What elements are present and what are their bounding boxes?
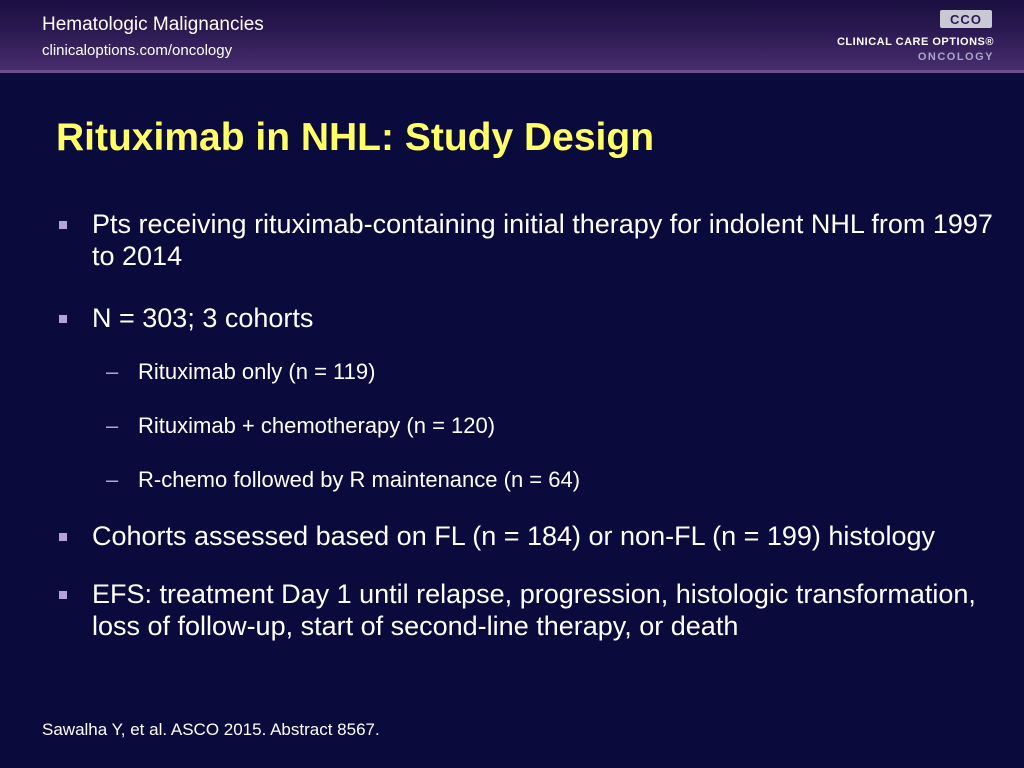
bullet-4-text: EFS: treatment Day 1 until relapse, progression, histologic transformation, loss of follow-up, start of second-line therapy, or death	[92, 579, 976, 641]
bullet-4	[56, 578, 996, 642]
header-bar	[0, 0, 1024, 72]
bullet-1	[56, 208, 996, 272]
bullet-square-icon	[59, 221, 67, 229]
bullet-square-icon	[59, 315, 67, 323]
citation: Sawalha Y, et al. ASCO 2015. Abstract 8567.	[42, 720, 380, 739]
bullet-1-text: Pts receiving rituximab-containing initial therapy for indolent NHL from 1997 to 2014	[92, 209, 993, 271]
sub-bullet-1-text: Rituximab only (n = 119)	[138, 359, 376, 384]
bullet-list	[56, 208, 996, 642]
bullet-3-text: Cohorts assessed based on FL (n = 184) or non-FL (n = 199) histology	[92, 521, 935, 551]
dash-icon: –	[106, 413, 119, 438]
slide-title: Rituximab in NHL: Study Design	[56, 116, 655, 159]
dash-icon: –	[106, 359, 119, 384]
bullet-square-icon	[59, 591, 67, 599]
bullet-square-icon	[59, 533, 67, 541]
header-url: clinicaloptions.com/oncology	[42, 42, 233, 59]
dash-icon: –	[106, 467, 119, 492]
header-title: Hematologic Malignancies	[42, 14, 264, 35]
bullet-2-text: N = 303; 3 cohorts	[92, 303, 314, 333]
cco-logo-mark-text: CCO	[950, 11, 982, 27]
bullet-2	[56, 302, 996, 334]
cco-logo-name: CLINICAL CARE OPTIONS®	[836, 36, 994, 48]
header-divider	[0, 70, 1024, 73]
sub-bullet-1	[56, 358, 996, 386]
bullet-3	[56, 520, 996, 552]
cco-logo	[814, 10, 994, 66]
sub-bullet-3	[56, 466, 996, 494]
cco-logo-sub: ONCOLOGY	[917, 51, 994, 63]
sub-bullet-3-text: R-chemo followed by R maintenance (n = 64)	[138, 467, 581, 492]
sub-bullet-2-text: Rituximab + chemotherapy (n = 120)	[138, 413, 496, 438]
sub-bullet-2	[56, 412, 996, 440]
cco-logo-mark	[940, 10, 992, 28]
